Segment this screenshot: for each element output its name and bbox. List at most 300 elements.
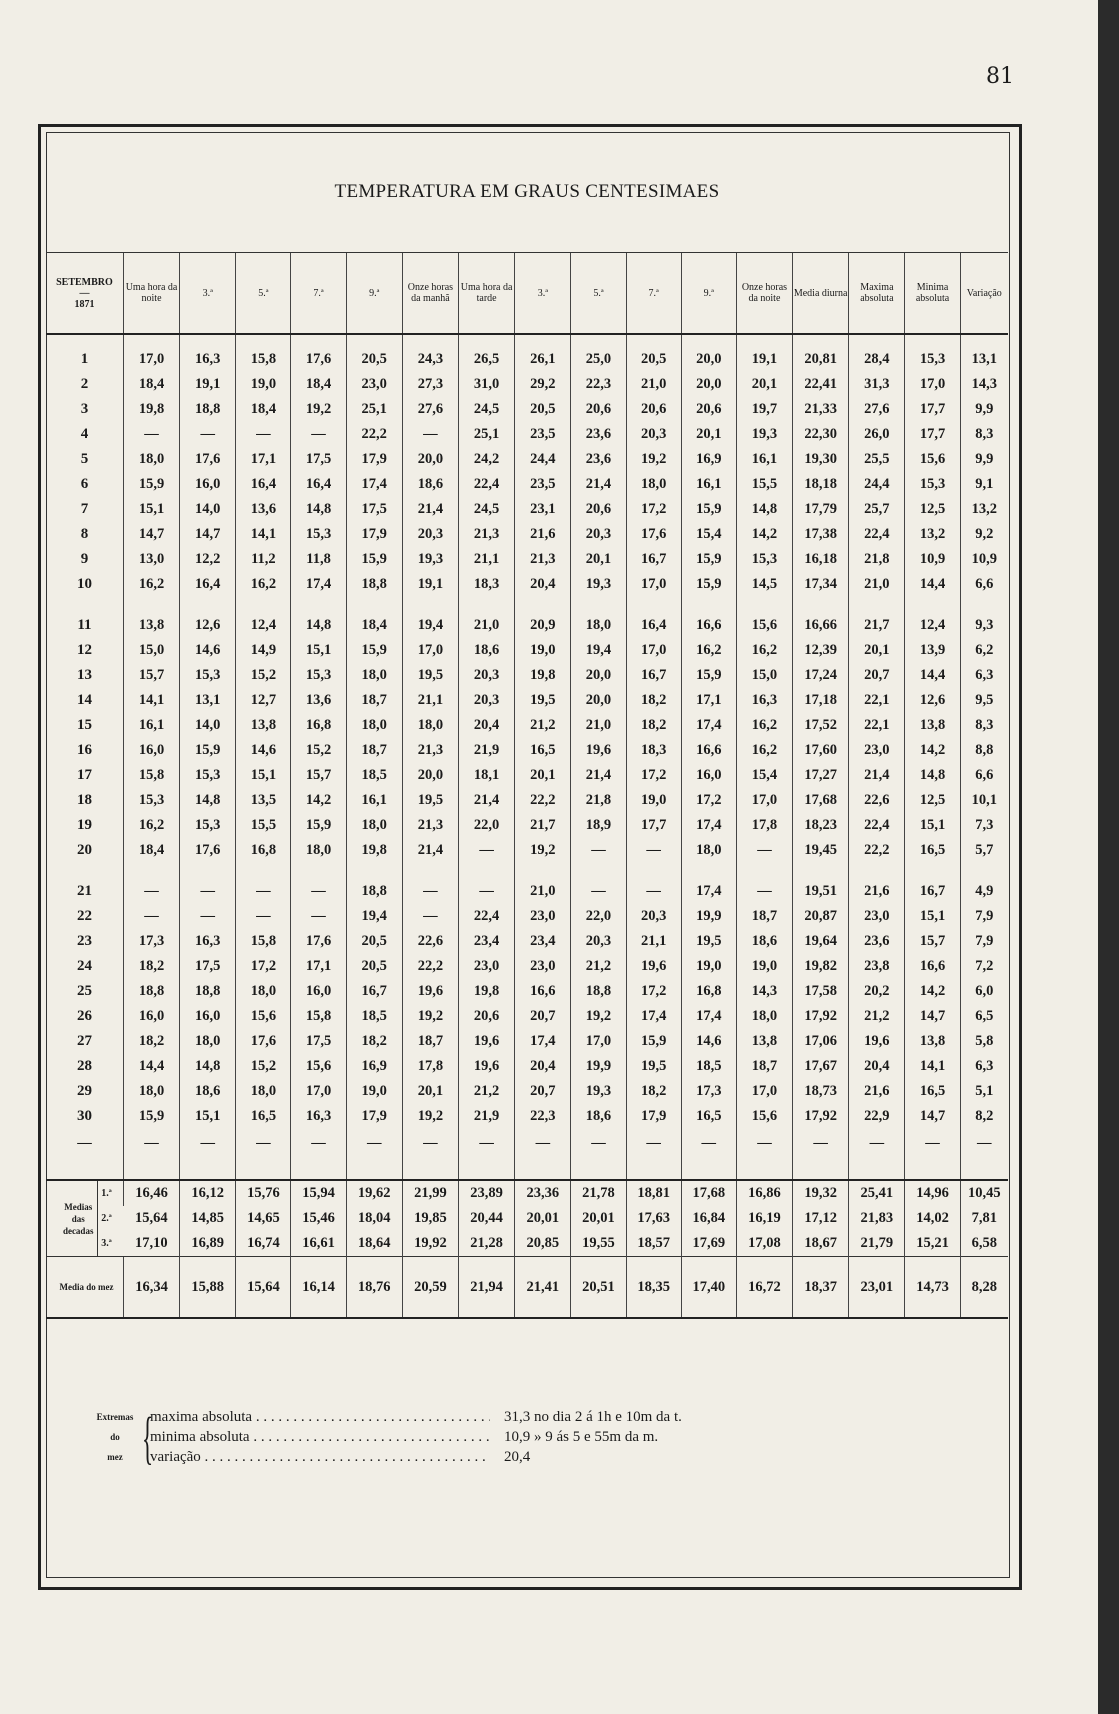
value-cell: 20,3 [571, 929, 626, 954]
value-cell: 18,18 [793, 472, 849, 497]
value-cell: 15,3 [905, 472, 960, 497]
value-cell: 16,6 [681, 738, 736, 763]
spacer-cell [459, 863, 515, 879]
value-cell: — [459, 838, 515, 863]
value-cell: 15,9 [681, 497, 736, 522]
value-cell: 20,0 [571, 688, 626, 713]
value-cell: 15,0 [736, 663, 792, 688]
table-row [46, 572, 1008, 597]
value-cell: 20,51 [571, 1257, 626, 1319]
value-cell: 21,4 [849, 763, 905, 788]
value-cell: 18,0 [236, 979, 291, 1004]
decades-label: Medias das decadas [62, 1201, 94, 1236]
spacer-cell [402, 1157, 458, 1180]
decade-keys [97, 1181, 112, 1256]
value-cell: 19,92 [402, 1231, 458, 1257]
value-cell: 17,7 [905, 422, 960, 447]
spacer-cell [626, 863, 681, 879]
value-cell: 16,7 [626, 663, 681, 688]
value-cell: 19,32 [793, 1180, 849, 1206]
value-cell: 19,5 [402, 663, 458, 688]
value-cell: 6,2 [960, 638, 1008, 663]
value-cell: — [180, 422, 236, 447]
day-cell: 13 [76, 667, 92, 683]
value-cell: 15,8 [236, 347, 291, 372]
value-cell: 21,4 [571, 472, 626, 497]
value-cell: 16,19 [736, 1206, 792, 1231]
dash-cell: — [681, 1129, 736, 1157]
table-row [46, 522, 1008, 547]
value-cell: 23,0 [849, 738, 905, 763]
col-header: Onze horas da manhã [402, 253, 458, 335]
value-cell: 16,6 [905, 954, 960, 979]
value-cell: 22,30 [793, 422, 849, 447]
value-cell: 21,0 [459, 613, 515, 638]
value-cell: 28,4 [849, 347, 905, 372]
value-cell: — [180, 904, 236, 929]
value-cell: 23,0 [459, 954, 515, 979]
value-cell: 26,0 [849, 422, 905, 447]
value-cell: — [236, 879, 291, 904]
value-cell: 18,7 [736, 1054, 792, 1079]
spacer-cell [123, 1157, 179, 1180]
value-cell: 15,9 [681, 572, 736, 597]
value-cell: 17,0 [626, 638, 681, 663]
spacer-cell [346, 1157, 402, 1180]
value-cell: 15,88 [180, 1257, 236, 1319]
spacer-cell [626, 334, 681, 347]
spacer-cell [515, 863, 571, 879]
value-cell: 20,1 [571, 547, 626, 572]
col-header: 7.ª [626, 253, 681, 335]
day-cell: 5 [80, 451, 89, 467]
value-cell: 18,0 [402, 713, 458, 738]
table-row [46, 713, 1008, 738]
value-cell: — [180, 879, 236, 904]
value-cell: 15,3 [291, 522, 346, 547]
spacer-cell [793, 863, 849, 879]
value-cell: 20,3 [571, 522, 626, 547]
value-cell: 16,5 [681, 1104, 736, 1129]
value-cell: 17,6 [626, 522, 681, 547]
spacer-cell [515, 334, 571, 347]
dash-cell: — [905, 1129, 960, 1157]
day-cell: 1 [80, 351, 89, 367]
value-cell: 15,21 [905, 1231, 960, 1257]
extremes-label [86, 1407, 144, 1467]
value-cell: 20,5 [515, 397, 571, 422]
value-cell: 21,6 [849, 1079, 905, 1104]
value-cell: 8,2 [960, 1104, 1008, 1129]
value-cell: 18,7 [736, 904, 792, 929]
extremes-lines [150, 1407, 850, 1467]
value-cell: 20,3 [402, 522, 458, 547]
value-cell: — [459, 879, 515, 904]
value-cell: 17,2 [626, 497, 681, 522]
value-cell: 26,5 [459, 347, 515, 372]
value-cell: 17,8 [736, 813, 792, 838]
table-row [46, 1004, 1008, 1029]
value-cell: 18,0 [571, 613, 626, 638]
value-cell: 13,8 [236, 713, 291, 738]
value-cell: — [571, 879, 626, 904]
table-row [46, 788, 1008, 813]
spacer-cell [571, 863, 626, 879]
spacer-cell [849, 1157, 905, 1180]
value-cell: 22,2 [515, 788, 571, 813]
value-cell: — [236, 422, 291, 447]
value-cell: 17,3 [123, 929, 179, 954]
value-cell: 15,6 [736, 1104, 792, 1129]
value-cell: 18,4 [123, 838, 179, 863]
value-cell: 17,24 [793, 663, 849, 688]
value-cell: 19,4 [402, 613, 458, 638]
value-cell: 17,7 [905, 397, 960, 422]
value-cell: 14,1 [236, 522, 291, 547]
decade-row [46, 1206, 1008, 1231]
day-cell: 29 [76, 1083, 92, 1099]
value-cell: 21,0 [626, 372, 681, 397]
value-cell: 14,65 [236, 1206, 291, 1231]
value-cell: 17,4 [346, 472, 402, 497]
value-cell: 23,0 [515, 904, 571, 929]
value-cell: 18,0 [123, 1079, 179, 1104]
value-cell: 19,1 [402, 572, 458, 597]
value-cell: 17,6 [236, 1029, 291, 1054]
value-cell: 18,6 [571, 1104, 626, 1129]
value-cell: 18,4 [291, 372, 346, 397]
value-cell: 10,45 [960, 1180, 1008, 1206]
value-cell: 19,0 [236, 372, 291, 397]
value-cell: — [291, 879, 346, 904]
value-cell: 12,6 [905, 688, 960, 713]
value-cell: 19,5 [626, 1054, 681, 1079]
value-cell: 18,2 [626, 713, 681, 738]
value-cell: 17,63 [626, 1206, 681, 1231]
spacer-cell [346, 597, 402, 613]
value-cell: 17,92 [793, 1104, 849, 1129]
day-cell: 21 [76, 883, 92, 899]
value-cell: 10,9 [905, 547, 960, 572]
value-cell: 21,0 [515, 879, 571, 904]
spacer-cell [515, 597, 571, 613]
value-cell: 15,6 [236, 1004, 291, 1029]
table-row [46, 1029, 1008, 1054]
value-cell: 9,2 [960, 522, 1008, 547]
value-cell: 14,3 [736, 979, 792, 1004]
value-cell: 15,1 [905, 904, 960, 929]
value-cell: 14,0 [180, 497, 236, 522]
value-cell: 19,0 [681, 954, 736, 979]
value-cell: 16,72 [736, 1257, 792, 1319]
spacer-cell [236, 597, 291, 613]
value-cell: 14,2 [905, 738, 960, 763]
value-cell: 20,6 [571, 497, 626, 522]
spacer-cell [571, 1157, 626, 1180]
extreme-value: 10,9 » 9 ás 5 e 55m da m. [504, 1429, 659, 1445]
day-cell: 24 [76, 958, 92, 974]
value-cell: 15,9 [123, 472, 179, 497]
spacer-cell [123, 334, 179, 347]
value-cell: 21,6 [515, 522, 571, 547]
value-cell: 15,94 [291, 1180, 346, 1206]
value-cell: 24,2 [459, 447, 515, 472]
value-cell: 21,4 [459, 788, 515, 813]
value-cell: 23,4 [515, 929, 571, 954]
value-cell: 21,4 [571, 763, 626, 788]
value-cell: 18,2 [626, 1079, 681, 1104]
value-cell: 16,14 [291, 1257, 346, 1319]
value-cell: 13,6 [291, 688, 346, 713]
value-cell: 17,12 [793, 1206, 849, 1231]
value-cell: 10,9 [960, 547, 1008, 572]
table-row [46, 638, 1008, 663]
day-cell: 4 [80, 426, 89, 442]
value-cell: 23,5 [515, 472, 571, 497]
value-cell: 23,01 [849, 1257, 905, 1319]
value-cell: 17,1 [236, 447, 291, 472]
value-cell: 17,4 [681, 713, 736, 738]
spacer-cell [346, 334, 402, 347]
value-cell: 18,0 [346, 663, 402, 688]
value-cell: 19,9 [681, 904, 736, 929]
value-cell: 17,92 [793, 1004, 849, 1029]
spacer-cell [46, 1157, 123, 1180]
value-cell: 15,0 [123, 638, 179, 663]
value-cell: 20,3 [626, 422, 681, 447]
value-cell: 23,89 [459, 1180, 515, 1206]
value-cell: 25,41 [849, 1180, 905, 1206]
value-cell: 19,6 [402, 979, 458, 1004]
value-cell: — [402, 904, 458, 929]
value-cell: 16,4 [236, 472, 291, 497]
value-cell: 23,4 [459, 929, 515, 954]
value-cell: 15,46 [291, 1206, 346, 1231]
value-cell: 15,9 [180, 738, 236, 763]
value-cell: 18,0 [736, 1004, 792, 1029]
value-cell: 21,3 [402, 813, 458, 838]
day-cell: 19 [76, 817, 92, 833]
page-edge [1098, 0, 1119, 1714]
value-cell: 18,4 [123, 372, 179, 397]
value-cell: 16,89 [180, 1231, 236, 1257]
value-cell: 19,0 [626, 788, 681, 813]
table-row [46, 472, 1008, 497]
day-cell: 22 [76, 908, 92, 924]
value-cell: 15,7 [123, 663, 179, 688]
value-cell: 15,3 [180, 663, 236, 688]
spacer-cell [905, 1157, 960, 1180]
value-cell: 15,6 [905, 447, 960, 472]
value-cell: 17,4 [681, 879, 736, 904]
value-cell: 24,5 [459, 397, 515, 422]
value-cell: 22,4 [849, 813, 905, 838]
value-cell: 9,5 [960, 688, 1008, 713]
spacer-cell [46, 863, 123, 879]
value-cell: 15,8 [291, 1004, 346, 1029]
value-cell: 15,9 [681, 663, 736, 688]
extreme-row [150, 1407, 850, 1427]
table-row [46, 738, 1008, 763]
day-cell: 10 [76, 576, 92, 592]
value-cell: 14,8 [180, 1054, 236, 1079]
value-cell: 21,3 [402, 738, 458, 763]
value-cell: 4,9 [960, 879, 1008, 904]
table-row [46, 1054, 1008, 1079]
value-cell: 17,4 [291, 572, 346, 597]
value-cell: 18,8 [180, 397, 236, 422]
table-row [46, 447, 1008, 472]
spacer-row [46, 334, 1008, 347]
extreme-name: variação . . . [150, 1447, 490, 1467]
month-label: SETEMBRO [56, 276, 113, 288]
value-cell: 20,0 [402, 447, 458, 472]
value-cell: 29,2 [515, 372, 571, 397]
day-cell: 26 [76, 1008, 92, 1024]
value-cell: 14,7 [180, 522, 236, 547]
value-cell: 17,67 [793, 1054, 849, 1079]
spacer-cell [681, 334, 736, 347]
table-row [46, 763, 1008, 788]
value-cell: 18,5 [346, 763, 402, 788]
value-cell: 11,8 [291, 547, 346, 572]
value-cell: 21,41 [515, 1257, 571, 1319]
value-cell: 20,81 [793, 347, 849, 372]
value-cell: 16,86 [736, 1180, 792, 1206]
value-cell: 17,79 [793, 497, 849, 522]
value-cell: 15,9 [346, 547, 402, 572]
value-cell: 20,4 [515, 1054, 571, 1079]
spacer-cell [905, 863, 960, 879]
value-cell: 6,3 [960, 1054, 1008, 1079]
value-cell: 20,0 [681, 347, 736, 372]
value-cell: 26,1 [515, 347, 571, 372]
value-cell: 20,0 [402, 763, 458, 788]
value-cell: 17,0 [736, 788, 792, 813]
value-cell: 18,2 [626, 688, 681, 713]
value-cell: 16,3 [180, 929, 236, 954]
spacer-cell [736, 1157, 792, 1180]
value-cell: 17,2 [626, 979, 681, 1004]
value-cell: 20,4 [849, 1054, 905, 1079]
value-cell: 9,9 [960, 447, 1008, 472]
table-row [46, 838, 1008, 863]
value-cell: 18,0 [346, 713, 402, 738]
value-cell: 15,3 [180, 763, 236, 788]
decade-row [46, 1231, 1008, 1257]
value-cell: 22,0 [459, 813, 515, 838]
value-cell: 18,0 [681, 838, 736, 863]
value-cell: 19,55 [571, 1231, 626, 1257]
value-cell: 18,8 [346, 879, 402, 904]
value-cell: 18,67 [793, 1231, 849, 1257]
value-cell: 17,68 [681, 1180, 736, 1206]
value-cell: 12,5 [905, 788, 960, 813]
value-cell: 21,78 [571, 1180, 626, 1206]
spacer-cell [459, 1157, 515, 1180]
value-cell: 15,2 [236, 1054, 291, 1079]
value-cell: 12,5 [905, 497, 960, 522]
spacer-cell [46, 597, 123, 613]
value-cell: 17,52 [793, 713, 849, 738]
value-cell: 24,4 [515, 447, 571, 472]
value-cell: 17,6 [180, 838, 236, 863]
value-cell: 21,99 [402, 1180, 458, 1206]
value-cell: 19,2 [291, 397, 346, 422]
value-cell: 13,8 [123, 613, 179, 638]
value-cell: 20,0 [681, 372, 736, 397]
value-cell: 14,6 [681, 1029, 736, 1054]
value-cell: 16,0 [123, 738, 179, 763]
value-cell: 19,0 [346, 1079, 402, 1104]
dash-cell: — [626, 1129, 681, 1157]
value-cell: 16,5 [515, 738, 571, 763]
value-cell: 18,64 [346, 1231, 402, 1257]
dash-cell: — [180, 1129, 236, 1157]
value-cell: 17,34 [793, 572, 849, 597]
col-header: 7.ª [291, 253, 346, 335]
value-cell: 15,1 [236, 763, 291, 788]
value-cell: 15,2 [236, 663, 291, 688]
value-cell: 27,6 [849, 397, 905, 422]
value-cell: 31,0 [459, 372, 515, 397]
spacer-cell [236, 334, 291, 347]
value-cell: 16,2 [123, 572, 179, 597]
value-cell: 13,1 [180, 688, 236, 713]
brace-icon: { [142, 1405, 154, 1470]
value-cell: 6,0 [960, 979, 1008, 1004]
value-cell: 18,2 [123, 954, 179, 979]
value-cell: 19,6 [849, 1029, 905, 1054]
value-cell: 20,5 [346, 929, 402, 954]
value-cell: 9,1 [960, 472, 1008, 497]
value-cell: 19,2 [626, 447, 681, 472]
value-cell: 16,0 [123, 1004, 179, 1029]
spacer-cell [960, 1157, 1008, 1180]
value-cell: 17,0 [123, 347, 179, 372]
value-cell: 14,02 [905, 1206, 960, 1231]
value-cell: 19,5 [402, 788, 458, 813]
value-cell: 19,2 [571, 1004, 626, 1029]
day-cell: 28 [76, 1058, 92, 1074]
value-cell: 6,6 [960, 572, 1008, 597]
value-cell: 20,59 [402, 1257, 458, 1319]
value-cell: 16,8 [236, 838, 291, 863]
value-cell: 17,4 [515, 1029, 571, 1054]
spacer-cell [180, 597, 236, 613]
value-cell: 20,5 [346, 954, 402, 979]
spacer-cell [180, 1157, 236, 1180]
spacer-cell [459, 334, 515, 347]
day-cell: 18 [76, 792, 92, 808]
value-cell: 18,8 [571, 979, 626, 1004]
value-cell: 23,8 [849, 954, 905, 979]
value-cell: 20,5 [346, 347, 402, 372]
value-cell: 15,3 [123, 788, 179, 813]
spacer-cell [346, 863, 402, 879]
value-cell: 18,4 [346, 613, 402, 638]
value-cell: 19,8 [515, 663, 571, 688]
value-cell: 18,1 [459, 763, 515, 788]
value-cell: 21,9 [459, 1104, 515, 1129]
value-cell: 14,85 [180, 1206, 236, 1231]
value-cell: 12,39 [793, 638, 849, 663]
value-cell: 25,1 [346, 397, 402, 422]
spacer-cell [681, 863, 736, 879]
value-cell: — [402, 879, 458, 904]
value-cell: 18,0 [180, 1029, 236, 1054]
value-cell: 18,8 [123, 979, 179, 1004]
